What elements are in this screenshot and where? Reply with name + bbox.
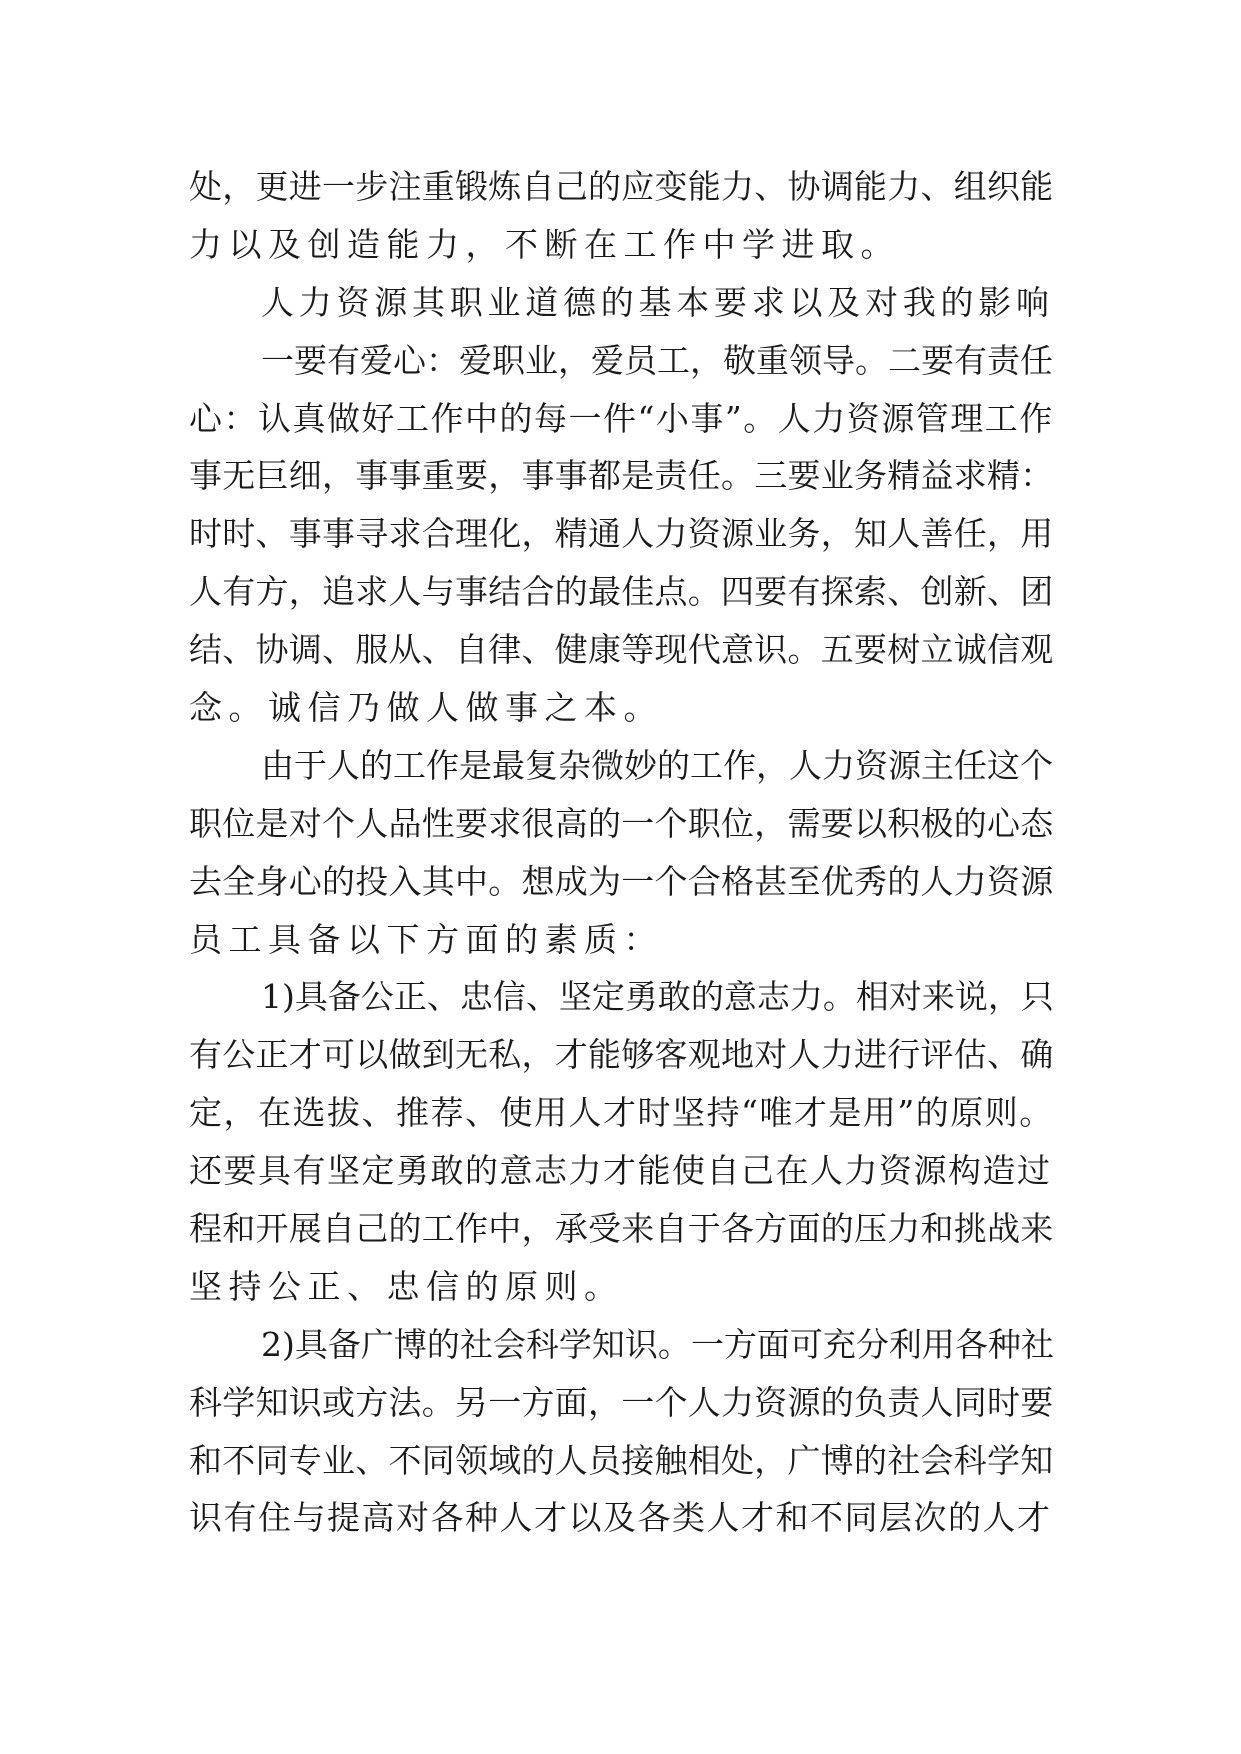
text-line: 处，更进一步注重锻炼自己的应变能力、协调能力、组织能: [189, 167, 1054, 206]
text-line: 一要有爱心：爱职业，爱员工，敬重领导。二要有责任: [261, 340, 1053, 380]
text-line: 人力资源其职业道德的基本要求以及对我的影响: [261, 282, 1054, 322]
text-line: 2)具备广博的社会科学知识。一方面可充分利用各种社: [261, 1324, 1054, 1364]
text-line: 念。诚信乃做人做事之本。: [189, 688, 663, 728]
text-line: 由于人的工作是最复杂微妙的工作，人力资源主任这个: [261, 745, 1053, 785]
text-line: 去全身心的投入其中。想成为一个合格甚至优秀的人力资源: [189, 861, 1054, 901]
text-line: 科学知识或方法。另一方面，一个人力资源的负责人同时要: [189, 1382, 1054, 1422]
document-body: [189, 158, 1057, 1547]
text-line: 事无巨细，事事重要，事事都是责任。三要业务精益求精：: [189, 456, 1054, 496]
text-line: 识有住与提高对各种人才以及各类人才和不同层次的人才: [189, 1498, 1052, 1538]
text-line: 力以及创造能力，不断在工作中学进取。: [189, 224, 900, 264]
text-line: 心：认真做好工作中的每一件“小事”。人力资源管理工作: [189, 398, 1054, 438]
text-line: 程和开展自己的工作中，承受来自于各方面的压力和挑战来: [189, 1209, 1054, 1249]
text-line: 员工具备以下方面的素质：: [189, 919, 663, 959]
text-line: 1)具备公正、忠信、坚定勇敢的意志力。相对来说，只: [261, 977, 1054, 1017]
text-line: 还要具有坚定勇敢的意志力才能使自己在人力资源构造过: [189, 1151, 1052, 1191]
text-line: 坚持公正、忠信的原则。: [189, 1266, 624, 1306]
text-line: 职位是对个人品性要求很高的一个职位，需要以积极的心态: [189, 803, 1054, 843]
text-line: 定，在选拔、推荐、使用人才时坚持“唯才是用”的原则。: [189, 1093, 1054, 1133]
text-line: 和不同专业、不同领域的人员接触相处，广博的社会科学知: [189, 1440, 1054, 1480]
text-line: 时时、事事寻求合理化，精通人力资源业务，知人善任，用: [189, 514, 1054, 554]
text-line: 结、协调、服从、自律、健康等现代意识。五要树立诚信观: [189, 630, 1054, 670]
text-line: 有公正才可以做到无私，才能够客观地对人力进行评估、确: [189, 1035, 1054, 1075]
text-line: 人有方，追求人与事结合的最佳点。四要有探索、创新、团: [189, 572, 1054, 612]
